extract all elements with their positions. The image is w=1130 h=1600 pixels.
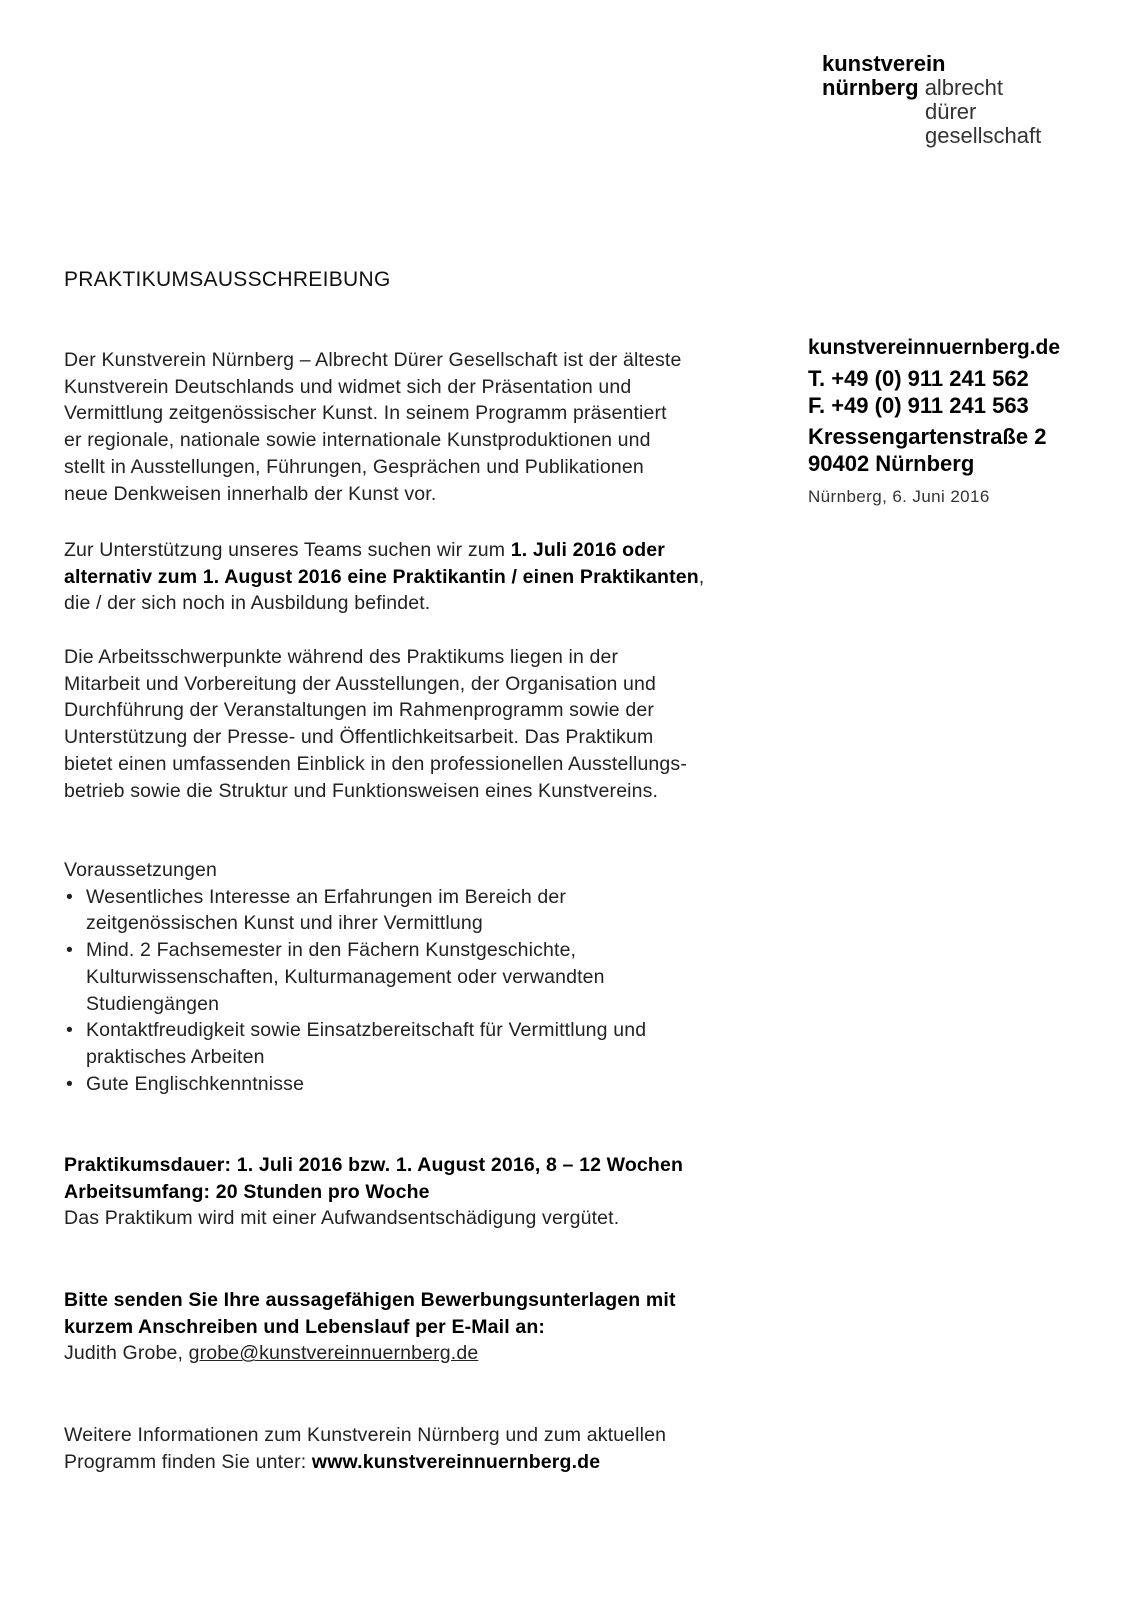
- list-item-line: • Wesentliches Interesse an Erfahrungen im Bereich der: [86, 885, 567, 908]
- list-item-line: praktisches Arbeiten: [86, 1045, 265, 1068]
- tasks-line: Durchführung der Veranstaltungen im Rahmenprogramm sowie der: [64, 699, 654, 722]
- requirements-section: [64, 857, 784, 1097]
- email-link[interactable]: grobe@kunstvereinnuernberg.de: [188, 1342, 479, 1365]
- kunstverein-logo: [822, 52, 1041, 148]
- application-instruction: Bitte senden Sie Ihre aussagefähigen Bewerbungsunterlagen mit: [64, 1289, 676, 1311]
- intro-line: Der Kunstverein Nürnberg – Albrecht Dürer Gesellschaft ist der älteste: [64, 349, 682, 371]
- list-item: [64, 1017, 784, 1070]
- letter-date: Nürnberg, 6. Juni 2016: [808, 487, 990, 506]
- street-address: Kressengartenstraße 2: [808, 424, 1047, 449]
- list-item-line: Studiengängen: [86, 992, 220, 1015]
- search-paragraph: [64, 537, 784, 617]
- duration-dates: Praktikumsdauer: 1. Juli 2016 bzw. 1. August 2016, 8 – 12 Wochen: [64, 1154, 684, 1176]
- search-position-highlight: alternativ zum 1. August 2016 eine Praktikantin / einen Praktikanten: [64, 565, 699, 588]
- list-item-line: • Gute Englischkenntnisse: [86, 1072, 305, 1095]
- more-info-text: Programm finden Sie unter:: [64, 1450, 312, 1473]
- intro-line: er regionale, nationale sowie internationale Kunstproduktionen und: [64, 429, 651, 452]
- application-instruction: kurzem Anschreiben und Lebenslauf per E-Mail an:: [64, 1315, 546, 1338]
- intro-paragraph: [64, 347, 784, 507]
- logo-line-gesellschaft: gesellschaft: [925, 123, 1042, 148]
- list-item-line: • Mind. 2 Fachsemester in den Fächern Kunstgeschichte,: [86, 939, 577, 962]
- more-info-text: Weitere Informationen zum Kunstverein Nürnberg und zum aktuellen: [64, 1424, 667, 1446]
- list-item-line: zeitgenössischen Kunst und ihrer Vermittlung: [86, 912, 483, 935]
- city-address: 90402 Nürnberg: [808, 451, 975, 476]
- requirements-heading: Voraussetzungen: [64, 859, 217, 881]
- tasks-line: Die Arbeitsschwerpunkte während des Praktikums liegen in der: [64, 646, 619, 668]
- tasks-line: betrieb sowie die Struktur und Funktionsweisen eines Kunstvereins.: [64, 779, 659, 802]
- more-info-section: [64, 1422, 784, 1475]
- logo-line-kunstverein: kunstverein: [822, 51, 946, 76]
- logo-line-albrecht: albrecht: [924, 75, 1003, 100]
- website-text: kunstvereinnuernberg.de: [808, 336, 1061, 359]
- page-title: PRAKTIKUMSAUSSCHREIBUNG: [64, 268, 391, 291]
- list-item: [64, 937, 784, 1017]
- tasks-line: Mitarbeit und Vorbereitung der Ausstellungen, der Organisation und: [64, 672, 657, 695]
- logo-line-duerer: dürer: [925, 99, 977, 124]
- search-text: Zur Unterstützung unseres Teams suchen wir zum: [64, 539, 511, 561]
- search-text: die / der sich noch in Ausbildung befindet.: [64, 592, 431, 615]
- contact-person: Judith Grobe,: [64, 1342, 189, 1365]
- list-item-line: • Kontaktfreudigkeit sowie Einsatzbereitschaft für Vermittlung und: [86, 1019, 647, 1042]
- intro-line: neue Denkweisen innerhalb der Kunst vor.: [64, 482, 437, 505]
- duration-section: [64, 1152, 784, 1232]
- intro-line: Vermittlung zeitgenössischer Kunst. In seinem Programm präsentiert: [64, 402, 667, 425]
- tasks-line: bietet einen umfassenden Einblick in den professionellen Ausstellungs-: [64, 752, 687, 775]
- compensation-note: Das Praktikum wird mit einer Aufwandsentschädigung vergütet.: [64, 1207, 620, 1230]
- fax-number: F. +49 (0) 911 241 563: [808, 393, 1029, 418]
- tasks-paragraph: [64, 644, 784, 804]
- application-section: [64, 1287, 784, 1367]
- search-date-highlight: 1. Juli 2016 oder: [510, 539, 666, 561]
- intro-line: Kunstverein Deutschlands und widmet sich der Präsentation und: [64, 375, 632, 398]
- website-link[interactable]: www.kunstvereinnuernberg.de: [311, 1450, 601, 1473]
- list-item: [64, 884, 784, 937]
- tasks-line: Unterstützung der Presse- und Öffentlichkeitsarbeit. Das Praktikum: [64, 726, 654, 749]
- requirements-list: [64, 884, 784, 1098]
- working-hours: Arbeitsumfang: 20 Stunden pro Woche: [64, 1180, 430, 1203]
- phone-number: T. +49 (0) 911 241 562: [808, 366, 1029, 391]
- list-item-line: Kulturwissenschaften, Kulturmanagement oder verwandten: [86, 965, 605, 988]
- intro-line: stellt in Ausstellungen, Führungen, Gesprächen und Publikationen: [64, 455, 644, 478]
- search-comma: ,: [698, 565, 705, 588]
- logo-line-nuernberg: nürnberg: [822, 75, 919, 100]
- contact-block: [808, 334, 1118, 507]
- list-item: [64, 1071, 784, 1098]
